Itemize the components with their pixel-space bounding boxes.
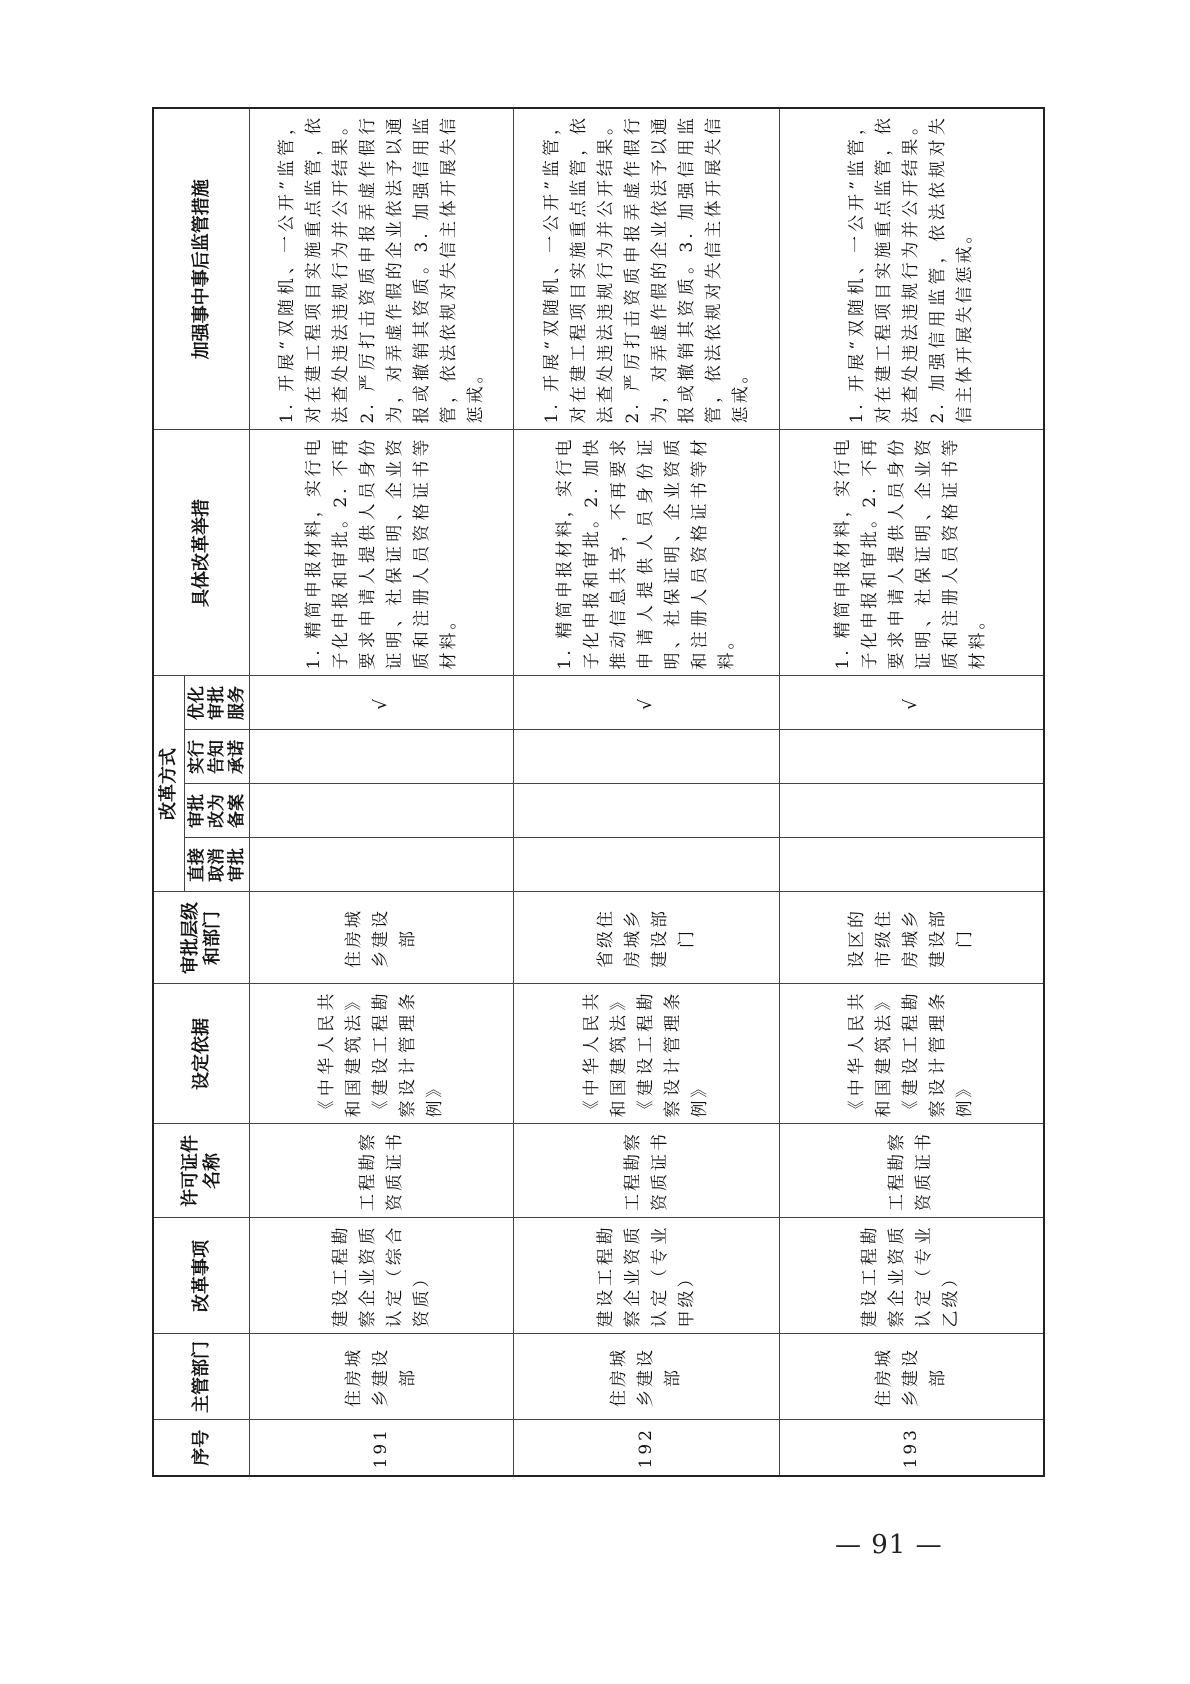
header-item: 改革事项 xyxy=(153,1218,250,1334)
reform-table xyxy=(152,107,1045,1477)
cell-item: 建设工程勘察企业资质认定（专业乙级） xyxy=(780,1218,1044,1334)
cell-item: 建设工程勘察企业资质认定（专业甲级） xyxy=(514,1218,780,1334)
cell-supervision: 1. 开展“双随机、一公开”监管，对在建工程项目实施重点监管，依法查处违法违规行为并公开结果。2. 严厉打击资质申报弄虚作假行为，对弄虚作假的企业依法予以通报或撤销其资质。3. 加强信用监管，依法依规对失信主体开展失信惩戒。 xyxy=(514,108,780,430)
cell-basis: 《中华人民共和国建筑法》《建设工程勘察设计管理条例》 xyxy=(780,984,1044,1124)
cell-mode-optimize: √ xyxy=(250,676,514,730)
cell-license: 工程勘察资质证书 xyxy=(514,1124,780,1218)
header-mode-filing: 审批改为备案 xyxy=(185,784,250,838)
cell-measures: 1. 精简申报材料，实行电子化申报和审批。2. 不再要求申请人提供人员身份证明、社保证明、企业资质和注册人员资格证书等材料。 xyxy=(250,430,514,676)
cell-dept: 住房城乡建设部 xyxy=(250,1334,514,1420)
cell-supervision: 1. 开展“双随机、一公开”监管，对在建工程项目实施重点监管，依法查处违法违规行为并公开结果。2. 加强信用监管，依法依规对失信主体开展失信惩戒。 xyxy=(780,108,1044,430)
cell-mode-notify xyxy=(780,730,1044,784)
cell-license: 工程勘察资质证书 xyxy=(780,1124,1044,1218)
header-reform-mode: 改革方式 xyxy=(153,676,185,892)
header-approval-level: 审批层级和部门 xyxy=(153,892,250,984)
header-license: 许可证件名称 xyxy=(153,1124,250,1218)
table-row xyxy=(780,108,1044,1476)
table-body xyxy=(250,108,1044,1476)
cell-basis: 《中华人民共和国建筑法》《建设工程勘察设计管理条例》 xyxy=(250,984,514,1124)
cell-approval-level: 设区的市级住房城乡建设部门 xyxy=(780,892,1044,984)
header-dept: 主管部门 xyxy=(153,1334,250,1420)
cell-supervision: 1. 开展“双随机、一公开”监管，对在建工程项目实施重点监管，依法查处违法违规行为并公开结果。2. 严厉打击资质申报弄虚作假行为，对弄虚作假的企业依法予以通报或撤销其资质。3. 加强信用监管，依法依规对失信主体开展失信惩戒。 xyxy=(250,108,514,430)
cell-approval-level: 省级住房城乡建设部门 xyxy=(514,892,780,984)
cell-seq: 191 xyxy=(250,1420,514,1476)
cell-measures: 1. 精简申报材料，实行电子化申报和审批。2. 加快推动信息共享，不再要求申请人提供人员身份证明、社保证明、企业资质和注册人员资格证书等材料。 xyxy=(514,430,780,676)
page-number: — 91 — xyxy=(835,1530,943,1560)
cell-mode-filing xyxy=(780,784,1044,838)
cell-license: 工程勘察资质证书 xyxy=(250,1124,514,1218)
cell-mode-cancel xyxy=(514,838,780,892)
cell-mode-optimize: √ xyxy=(780,676,1044,730)
header-basis: 设定依据 xyxy=(153,984,250,1124)
header-mode-notify: 实行告知承诺 xyxy=(185,730,250,784)
header-mode-optimize: 优化审批服务 xyxy=(185,676,250,730)
rotated-table-frame xyxy=(152,115,1040,1477)
cell-mode-cancel xyxy=(780,838,1044,892)
cell-mode-filing xyxy=(250,784,514,838)
cell-mode-notify xyxy=(514,730,780,784)
cell-mode-optimize: √ xyxy=(514,676,780,730)
rotated-table-region xyxy=(152,115,1040,1477)
cell-seq: 193 xyxy=(780,1420,1044,1476)
cell-mode-notify xyxy=(250,730,514,784)
header-measures: 具体改革举措 xyxy=(153,430,250,676)
cell-item: 建设工程勘察企业资质认定（综合资质） xyxy=(250,1218,514,1334)
header-seq: 序号 xyxy=(153,1420,250,1476)
cell-dept: 住房城乡建设部 xyxy=(514,1334,780,1420)
cell-mode-filing xyxy=(514,784,780,838)
cell-dept: 住房城乡建设部 xyxy=(780,1334,1044,1420)
cell-measures: 1. 精简申报材料，实行电子化申报和审批。2. 不再要求申请人提供人员身份证明、社保证明、企业资质和注册人员资格证书等材料。 xyxy=(780,430,1044,676)
header-row-top xyxy=(153,108,185,1476)
table-header xyxy=(153,108,250,1476)
table-row xyxy=(250,108,514,1476)
table-row xyxy=(514,108,780,1476)
cell-approval-level: 住房城乡建设部 xyxy=(250,892,514,984)
cell-mode-cancel xyxy=(250,838,514,892)
cell-basis: 《中华人民共和国建筑法》《建设工程勘察设计管理条例》 xyxy=(514,984,780,1124)
header-mode-cancel: 直接取消审批 xyxy=(185,838,250,892)
cell-seq: 192 xyxy=(514,1420,780,1476)
header-supervision: 加强事中事后监管措施 xyxy=(153,108,250,430)
